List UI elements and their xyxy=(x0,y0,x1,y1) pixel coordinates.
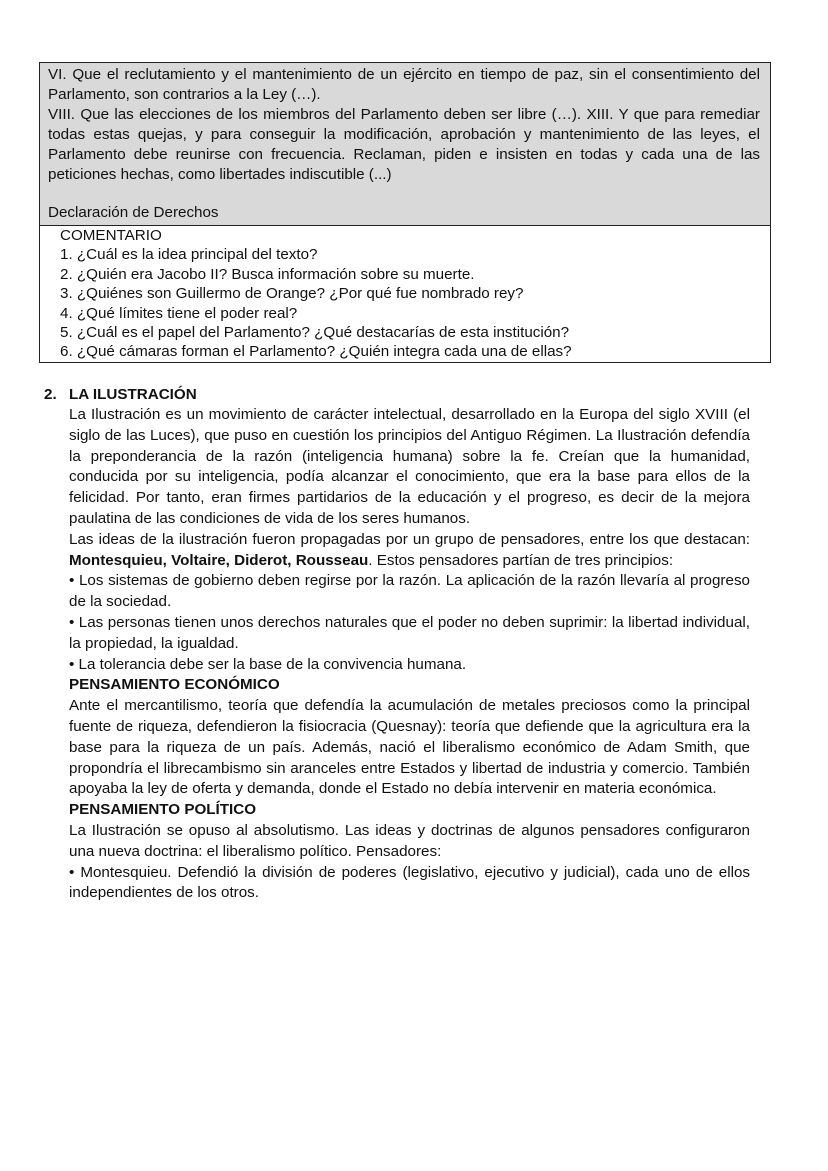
principle-item: • La tolerancia debe ser la base de la convivencia humana. xyxy=(69,655,750,676)
section-body xyxy=(69,405,750,904)
principle-item: • Las personas tienen unos derechos naturales que el poder no deben suprimir: la libertad individual, la propiedad, la igualdad. xyxy=(69,613,750,655)
question-item: 1. ¿Cuál es la idea principal del texto? xyxy=(60,246,318,264)
ideas-text-post: . Estos pensadores partían de tres principios: xyxy=(368,551,674,569)
comentario-title: COMENTARIO xyxy=(60,227,162,244)
section-heading xyxy=(44,385,750,405)
section-title: LA ILUSTRACIÓN xyxy=(69,386,197,403)
quote-source: Declaración de Derechos xyxy=(48,204,219,221)
politico-bullet: • Montesquieu. Defendió la división de poderes (legislativo, ejecutivo y judicial), cada uno de ellos independientes de los otros. xyxy=(69,863,750,905)
economico-paragraph: Ante el mercantilismo, teoría que defendía la acumulación de metales preciosos como la principal fuente de riqueza, defendieron la fisiocracia (Quesnay): teoría que defiende que la agricultura era la base para la riqueza de un país. Además, nació el liberalismo económico de Adam Smith, que propondría el librecambismo sin aranceles entre Estados y libertad de industria y comercio. También apoyaba la ley de oferta y demanda, donde el Estado no debía intervenir en materia económica. xyxy=(69,697,750,798)
thinkers-names: Montesquieu, Voltaire, Diderot, Rousseau xyxy=(69,551,369,569)
comentario-block xyxy=(40,226,770,362)
question-item: 2. ¿Quién era Jacobo II? Busca información sobre su muerte. xyxy=(60,265,475,283)
question-item: 3. ¿Quiénes son Guillermo de Orange? ¿Por qué fue nombrado rey? xyxy=(60,285,524,303)
section-number: 2. xyxy=(44,386,57,403)
question-item: 4. ¿Qué límites tiene el poder real? xyxy=(60,304,298,322)
economico-heading: PENSAMIENTO ECONÓMICO xyxy=(69,676,280,694)
section-ilustracion xyxy=(44,385,750,904)
question-item: 5. ¿Cuál es el papel del Parlamento? ¿Qué destacarías de esta institución? xyxy=(60,324,570,342)
quote-box xyxy=(39,62,771,363)
quote-paragraph-1: VI. Que el reclutamiento y el mantenimiento de un ejército en tiempo de paz, sin el consentimiento del Parlamento, son contrarios a la Ley (…). xyxy=(48,66,760,103)
politico-heading: PENSAMIENTO POLÍTICO xyxy=(69,801,257,819)
quote-text-block xyxy=(40,63,770,226)
quote-paragraph-2: VIII. Que las elecciones de los miembros del Parlamento deben ser libre (…). XIII. Y que para remediar todas estas quejas, y para conseguir la modificación, aprobación y mantenimiento de las leyes, el Parlamento debe reunirse con frecuencia. Reclaman, piden e insisten en todas y cada una de las peticiones hechas, como libertades indiscutible (...) xyxy=(48,106,760,183)
intro-paragraph: La Ilustración es un movimiento de carácter intelectual, desarrollado en la Europa del siglo XVIII (el siglo de las Luces), que puso en cuestión los principios del Antiguo Régimen. La Ilustración defendía la preponderancia de la razón (inteligencia humana) sobre la fe. Creían que la humanidad, conducida por su inteligencia, podía alcanzar el conocimiento, que era la base para ellos de la felicidad. Por tanto, eran firmes partidarios de la educación y el progreso, es decir de la mejora paulatina de las condiciones de vida de los seres humanos. xyxy=(69,406,750,527)
politico-paragraph: La Ilustración se opuso al absolutismo. Las ideas y doctrinas de algunos pensadores configuraron una nueva doctrina: el liberalismo político. Pensadores: xyxy=(69,821,750,860)
principle-item: • Los sistemas de gobierno deben regirse por la razón. La aplicación de la razón llevaría al progreso de la sociedad. xyxy=(69,571,750,613)
ideas-paragraph xyxy=(69,530,750,572)
ideas-text-pre: Las ideas de la ilustración fueron propagadas por un grupo de pensadores, entre los que destacan: xyxy=(69,530,750,548)
question-item: 6. ¿Qué cámaras forman el Parlamento? ¿Quién integra cada una de ellas? xyxy=(60,343,572,361)
